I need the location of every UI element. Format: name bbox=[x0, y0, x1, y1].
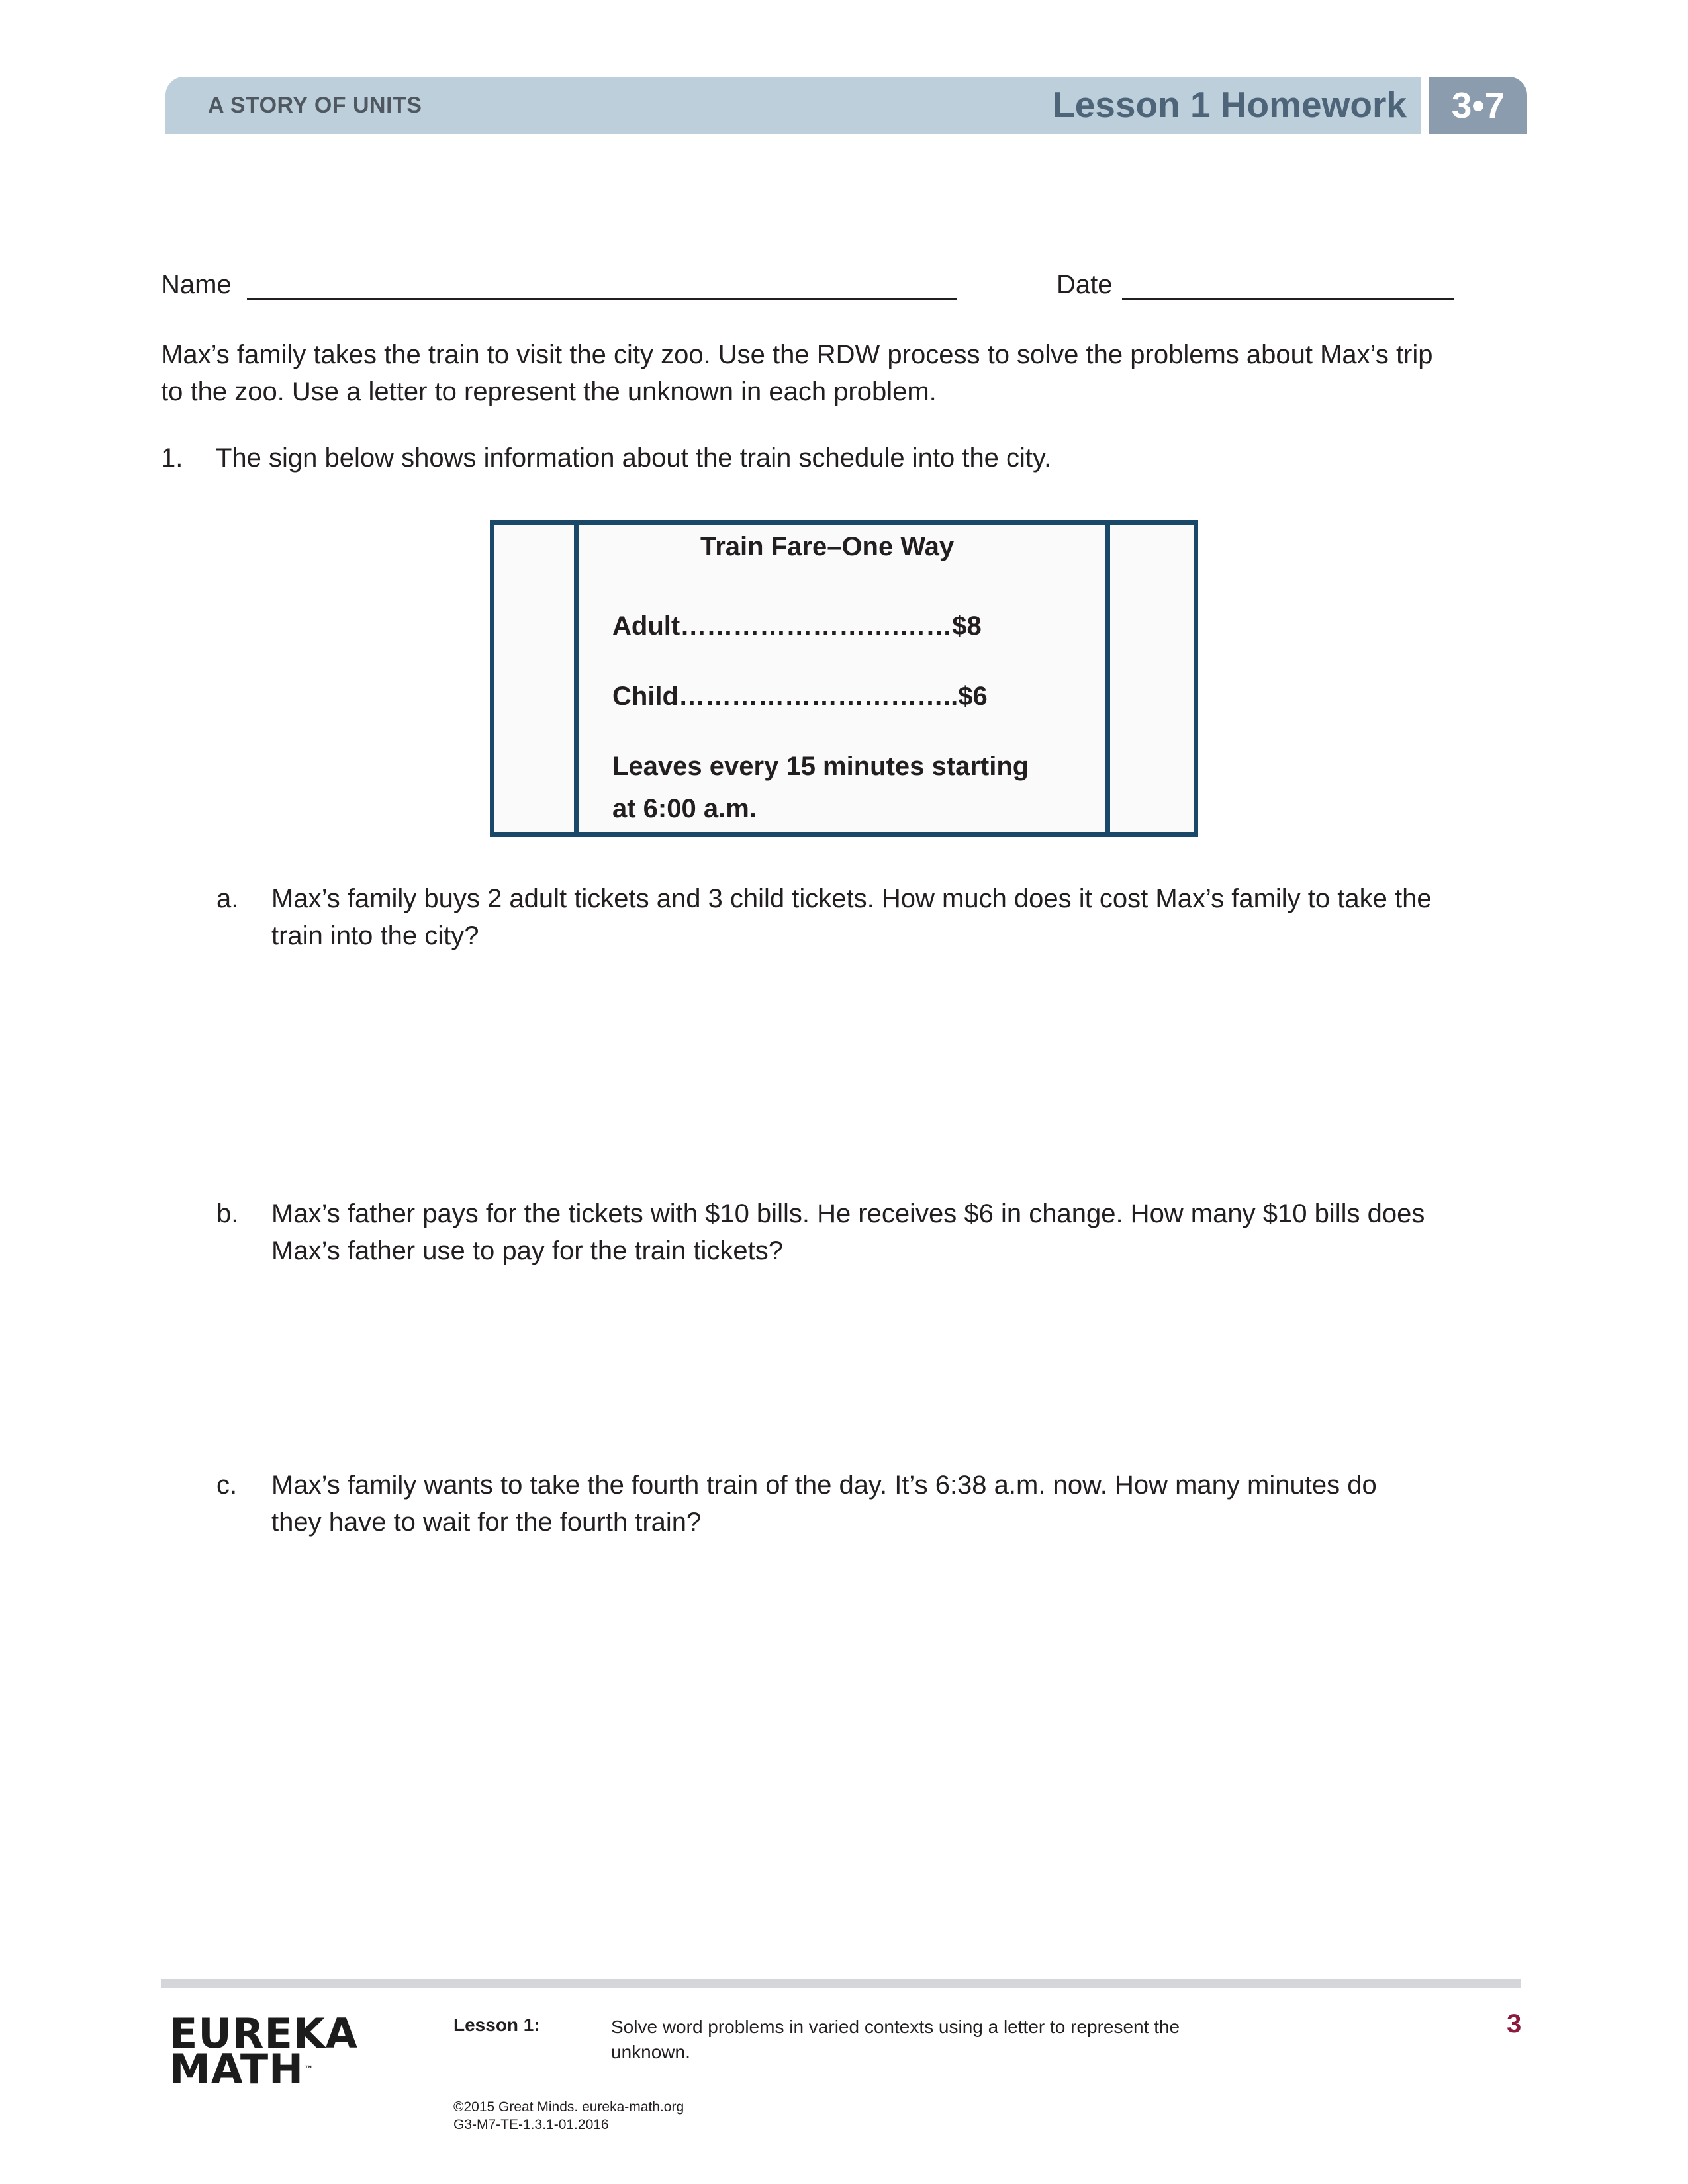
date-label: Date bbox=[1056, 270, 1113, 299]
part-line: Max’s family buys 2 adult tickets and 3 child tickets. How much does it cost Max’s family to take the bbox=[271, 884, 1432, 913]
footer-lesson-label: Lesson 1: bbox=[453, 2015, 540, 2035]
sign-divider-left bbox=[574, 520, 579, 837]
part-label: c. bbox=[216, 1471, 238, 1500]
intro-paragraph bbox=[161, 336, 1538, 410]
sign-schedule-line: at 6:00 a.m. bbox=[612, 794, 757, 823]
footer-lesson-description bbox=[611, 2015, 1286, 2065]
page-number: 3 bbox=[1507, 2009, 1522, 2038]
part-line: Max’s family wants to take the fourth train of the day. It’s 6:38 a.m. now. How many minutes do bbox=[271, 1471, 1377, 1500]
question-number: 1. bbox=[161, 443, 183, 473]
sign-child-fare: Child…………………………..$6 bbox=[612, 682, 988, 711]
series-title: A STORY OF UNITS bbox=[208, 93, 422, 118]
grade-module-badge: 3•7 bbox=[1429, 77, 1527, 134]
trademark-symbol: ™ bbox=[304, 2064, 314, 2075]
sign-title: Train Fare–One Way bbox=[700, 532, 955, 561]
name-field[interactable] bbox=[247, 298, 957, 300]
part-text bbox=[271, 880, 1516, 954]
part-line: train into the city? bbox=[271, 921, 479, 950]
sign-divider-right bbox=[1105, 520, 1110, 837]
part-text bbox=[271, 1467, 1516, 1541]
part-text bbox=[271, 1195, 1516, 1269]
copyright-text: ©2015 Great Minds. eureka-math.org bbox=[453, 2099, 684, 2115]
name-label: Name bbox=[161, 270, 232, 299]
footer-description-line: unknown. bbox=[611, 2042, 690, 2062]
part-line: Max’s father pays for the tickets with $10 bills. He receives $6 in change. How many $10 bills does bbox=[271, 1199, 1425, 1228]
part-label: b. bbox=[216, 1199, 239, 1228]
intro-line: Max’s family takes the train to visit the city zoo. Use the RDW process to solve the problems about Max’s trip bbox=[161, 340, 1433, 369]
footer-copyright bbox=[453, 2098, 684, 2134]
document-code: G3-M7-TE-1.3.1-01.2016 bbox=[453, 2117, 609, 2132]
logo-line: EUREKA bbox=[169, 2009, 358, 2058]
footer-description-line: Solve word problems in varied contexts using a letter to represent the bbox=[611, 2017, 1180, 2037]
logo-word: MATH bbox=[169, 2045, 305, 2093]
part-line: Max’s father use to pay for the train tickets? bbox=[271, 1236, 783, 1265]
part-line: they have to wait for the fourth train? bbox=[271, 1508, 702, 1537]
sign-schedule-line: Leaves every 15 minutes starting bbox=[612, 752, 1029, 781]
date-field[interactable] bbox=[1122, 298, 1454, 300]
footer-divider bbox=[161, 1979, 1521, 1988]
question-text: The sign below shows information about the train schedule into the city. bbox=[216, 443, 1052, 473]
sign-adult-fare: Adult…………………….……$8 bbox=[612, 612, 982, 641]
part-label: a. bbox=[216, 884, 239, 913]
intro-line: to the zoo. Use a letter to represent the unknown in each problem. bbox=[161, 377, 937, 406]
lesson-title: Lesson 1 Homework bbox=[1053, 84, 1407, 125]
eureka-math-logo bbox=[169, 2009, 358, 2093]
